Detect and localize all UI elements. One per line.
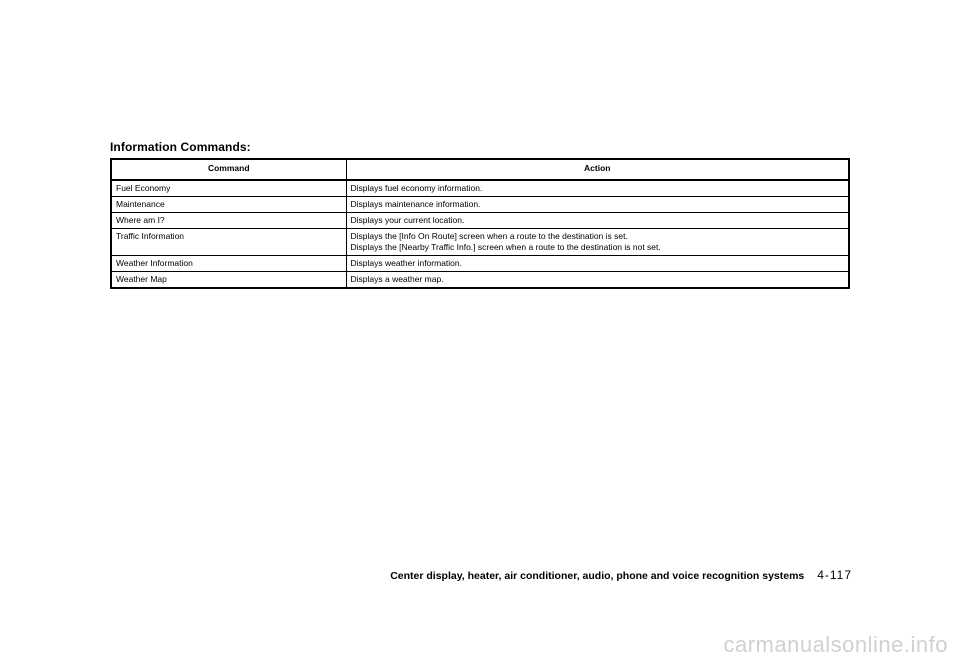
command-cell: Maintenance — [111, 197, 346, 213]
table-row — [111, 229, 849, 256]
action-text: Displays your current location. — [350, 215, 465, 225]
command-cell: Weather Information — [111, 256, 346, 272]
command-cell: Fuel Economy — [111, 180, 346, 197]
table-row — [111, 197, 849, 213]
action-text: Displays a weather map. — [350, 274, 444, 284]
command-cell: Weather Map — [111, 272, 346, 289]
page-number: 4-117 — [817, 568, 852, 582]
action-text: Displays the [Info On Route] screen when a route to the destination is set. — [350, 231, 628, 241]
table-row — [111, 256, 849, 272]
information-commands-table — [110, 158, 850, 289]
action-cell — [346, 272, 849, 289]
table-row — [111, 272, 849, 289]
table-header-row — [111, 159, 849, 180]
action-cell — [346, 213, 849, 229]
section-title: Information Commands: — [110, 140, 251, 154]
action-text: Displays fuel economy information. — [350, 183, 483, 193]
command-cell: Traffic Information — [111, 229, 346, 256]
column-header-action: Action — [346, 159, 849, 180]
table-row — [111, 180, 849, 197]
action-text: Displays the [Nearby Traffic Info.] screen when a route to the destination is not set. — [350, 242, 661, 252]
chapter-title: Center display, heater, air conditioner, audio, phone and voice recognition systems — [390, 570, 805, 582]
action-cell — [346, 229, 849, 256]
action-text: Displays weather information. — [350, 258, 462, 268]
watermark: carmanualsonline.info — [723, 632, 948, 657]
table-row — [111, 213, 849, 229]
column-header-command: Command — [111, 159, 346, 180]
action-cell — [346, 197, 849, 213]
action-cell — [346, 256, 849, 272]
action-cell — [346, 180, 849, 197]
action-text: Displays maintenance information. — [350, 199, 481, 209]
command-cell: Where am I? — [111, 213, 346, 229]
page-footer — [390, 568, 852, 582]
